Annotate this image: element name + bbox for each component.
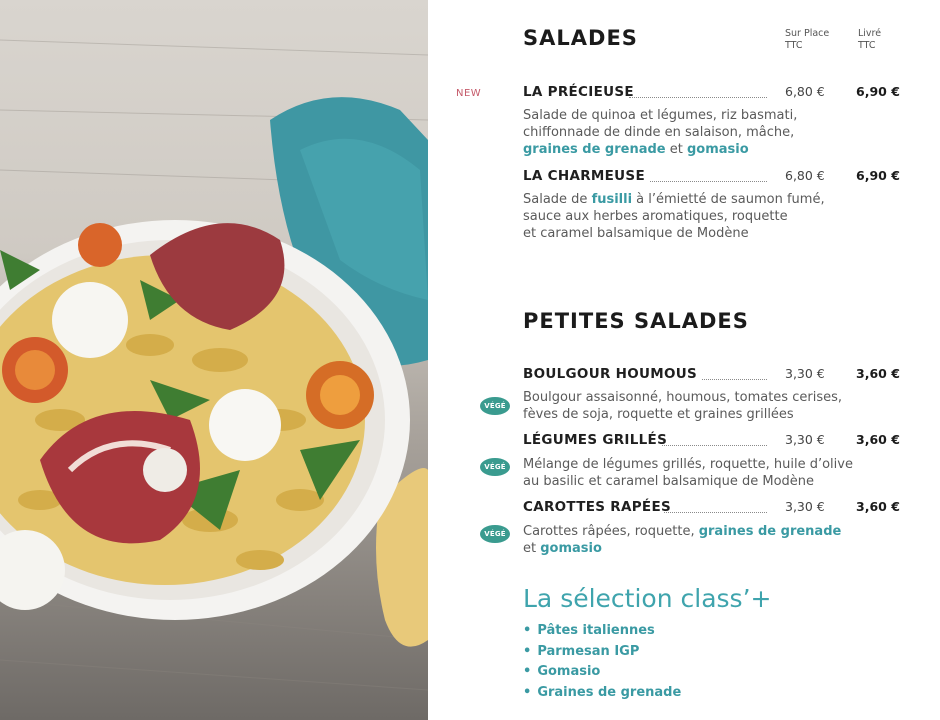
description-text: Salade de: [523, 192, 592, 207]
new-badge: NEW: [456, 88, 482, 99]
list-item: • Gomasio: [523, 662, 681, 683]
description-line: [523, 191, 873, 208]
menu-panel: [428, 0, 940, 720]
price-livre: 3,60 €: [856, 499, 900, 514]
section-title-salades: SALADES: [523, 26, 638, 50]
description-text: et: [665, 142, 687, 157]
description-line: [523, 456, 873, 473]
description-text: fèves de soja, roquette et graines grillées: [523, 407, 794, 422]
bullet-icon: •: [523, 684, 532, 700]
dotted-leader: [629, 97, 767, 98]
vege-badge: VÉGÉ: [480, 397, 510, 415]
description-text: sauce aux herbes aromatiques, roquette: [523, 209, 788, 224]
section-title-petites-salades: PETITES SALADES: [523, 309, 749, 333]
list-item: • Parmesan IGP: [523, 642, 681, 663]
column-header-sur-place: Sur Place TTC: [785, 28, 830, 51]
description-line: [523, 107, 873, 124]
price-sur-place: 3,30 €: [785, 366, 825, 381]
menu-item-name: LA CHARMEUSE: [523, 168, 645, 184]
bullet-icon: •: [523, 664, 532, 679]
price-sur-place: 3,30 €: [785, 499, 825, 514]
description-line: [523, 208, 873, 225]
highlighted-ingredient: fusilli: [591, 192, 633, 207]
highlighted-ingredient: graines de grenade: [698, 524, 842, 539]
description-text: et: [523, 541, 541, 556]
description-text: chiffonnade de dinde en salaison, mâche,: [523, 125, 795, 140]
description-line: [523, 523, 873, 540]
bullet-icon: •: [523, 643, 532, 659]
price-livre: 6,90 €: [856, 168, 900, 183]
pasta-salad-photo: [0, 0, 428, 720]
menu-item-description: [523, 523, 873, 557]
selection-title: La sélection class’+: [523, 584, 772, 613]
description-line: [523, 141, 873, 158]
highlighted-ingredient: gomasio: [540, 541, 602, 556]
description-text: à l’émietté de saumon fumé,: [632, 192, 825, 207]
vege-badge: VÉGÉ: [480, 458, 510, 476]
menu-item-description: [523, 456, 873, 490]
menu-item-description: [523, 389, 873, 423]
highlighted-ingredient: graines de grenade: [523, 142, 666, 157]
price-livre: 3,60 €: [856, 432, 900, 447]
description-line: [523, 124, 873, 141]
description-text: Salade de quinoa et légumes, riz basmati,: [523, 108, 798, 123]
menu-item-name: LÉGUMES GRILLÉS: [523, 432, 668, 448]
description-text: Carottes râpées, roquette,: [523, 524, 699, 539]
price-sur-place: 6,80 €: [785, 168, 825, 183]
description-line: [523, 225, 873, 242]
column-header-livre: Livré TTC: [858, 28, 882, 51]
description-line: [523, 473, 873, 490]
list-item: • Graines de grenade: [523, 683, 681, 704]
menu-item-name: BOULGOUR HOUMOUS: [523, 366, 698, 382]
description-line: [523, 540, 873, 557]
menu-item-name: LA PRÉCIEUSE: [523, 84, 634, 100]
description-text: au basilic et caramel balsamique de Modène: [523, 474, 815, 489]
list-item: • Pâtes italiennes: [523, 621, 681, 642]
selection-list: [523, 621, 681, 703]
menu-item-name: CAROTTES RAPÉES: [523, 499, 672, 515]
menu-item-description: [523, 107, 873, 158]
price-livre: 6,90 €: [856, 84, 900, 99]
bullet-icon: •: [523, 623, 532, 638]
price-sur-place: 3,30 €: [785, 432, 825, 447]
price-livre: 3,60 €: [856, 366, 900, 381]
dotted-leader: [650, 181, 767, 182]
description-text: Mélange de légumes grillés, roquette, huile d’olive: [523, 457, 853, 472]
dotted-leader: [664, 512, 767, 513]
menu-item-description: [523, 191, 873, 242]
dotted-leader: [702, 379, 767, 380]
price-sur-place: 6,80 €: [785, 84, 825, 99]
description-line: [523, 389, 873, 406]
description-line: [523, 406, 873, 423]
description-text: et caramel balsamique de Modène: [523, 226, 749, 241]
description-text: Boulgour assaisonné, houmous, tomates cerises,: [523, 390, 842, 405]
highlighted-ingredient: gomasio: [687, 142, 749, 157]
vege-badge: VÉGÉ: [480, 525, 510, 543]
dotted-leader: [662, 445, 767, 446]
